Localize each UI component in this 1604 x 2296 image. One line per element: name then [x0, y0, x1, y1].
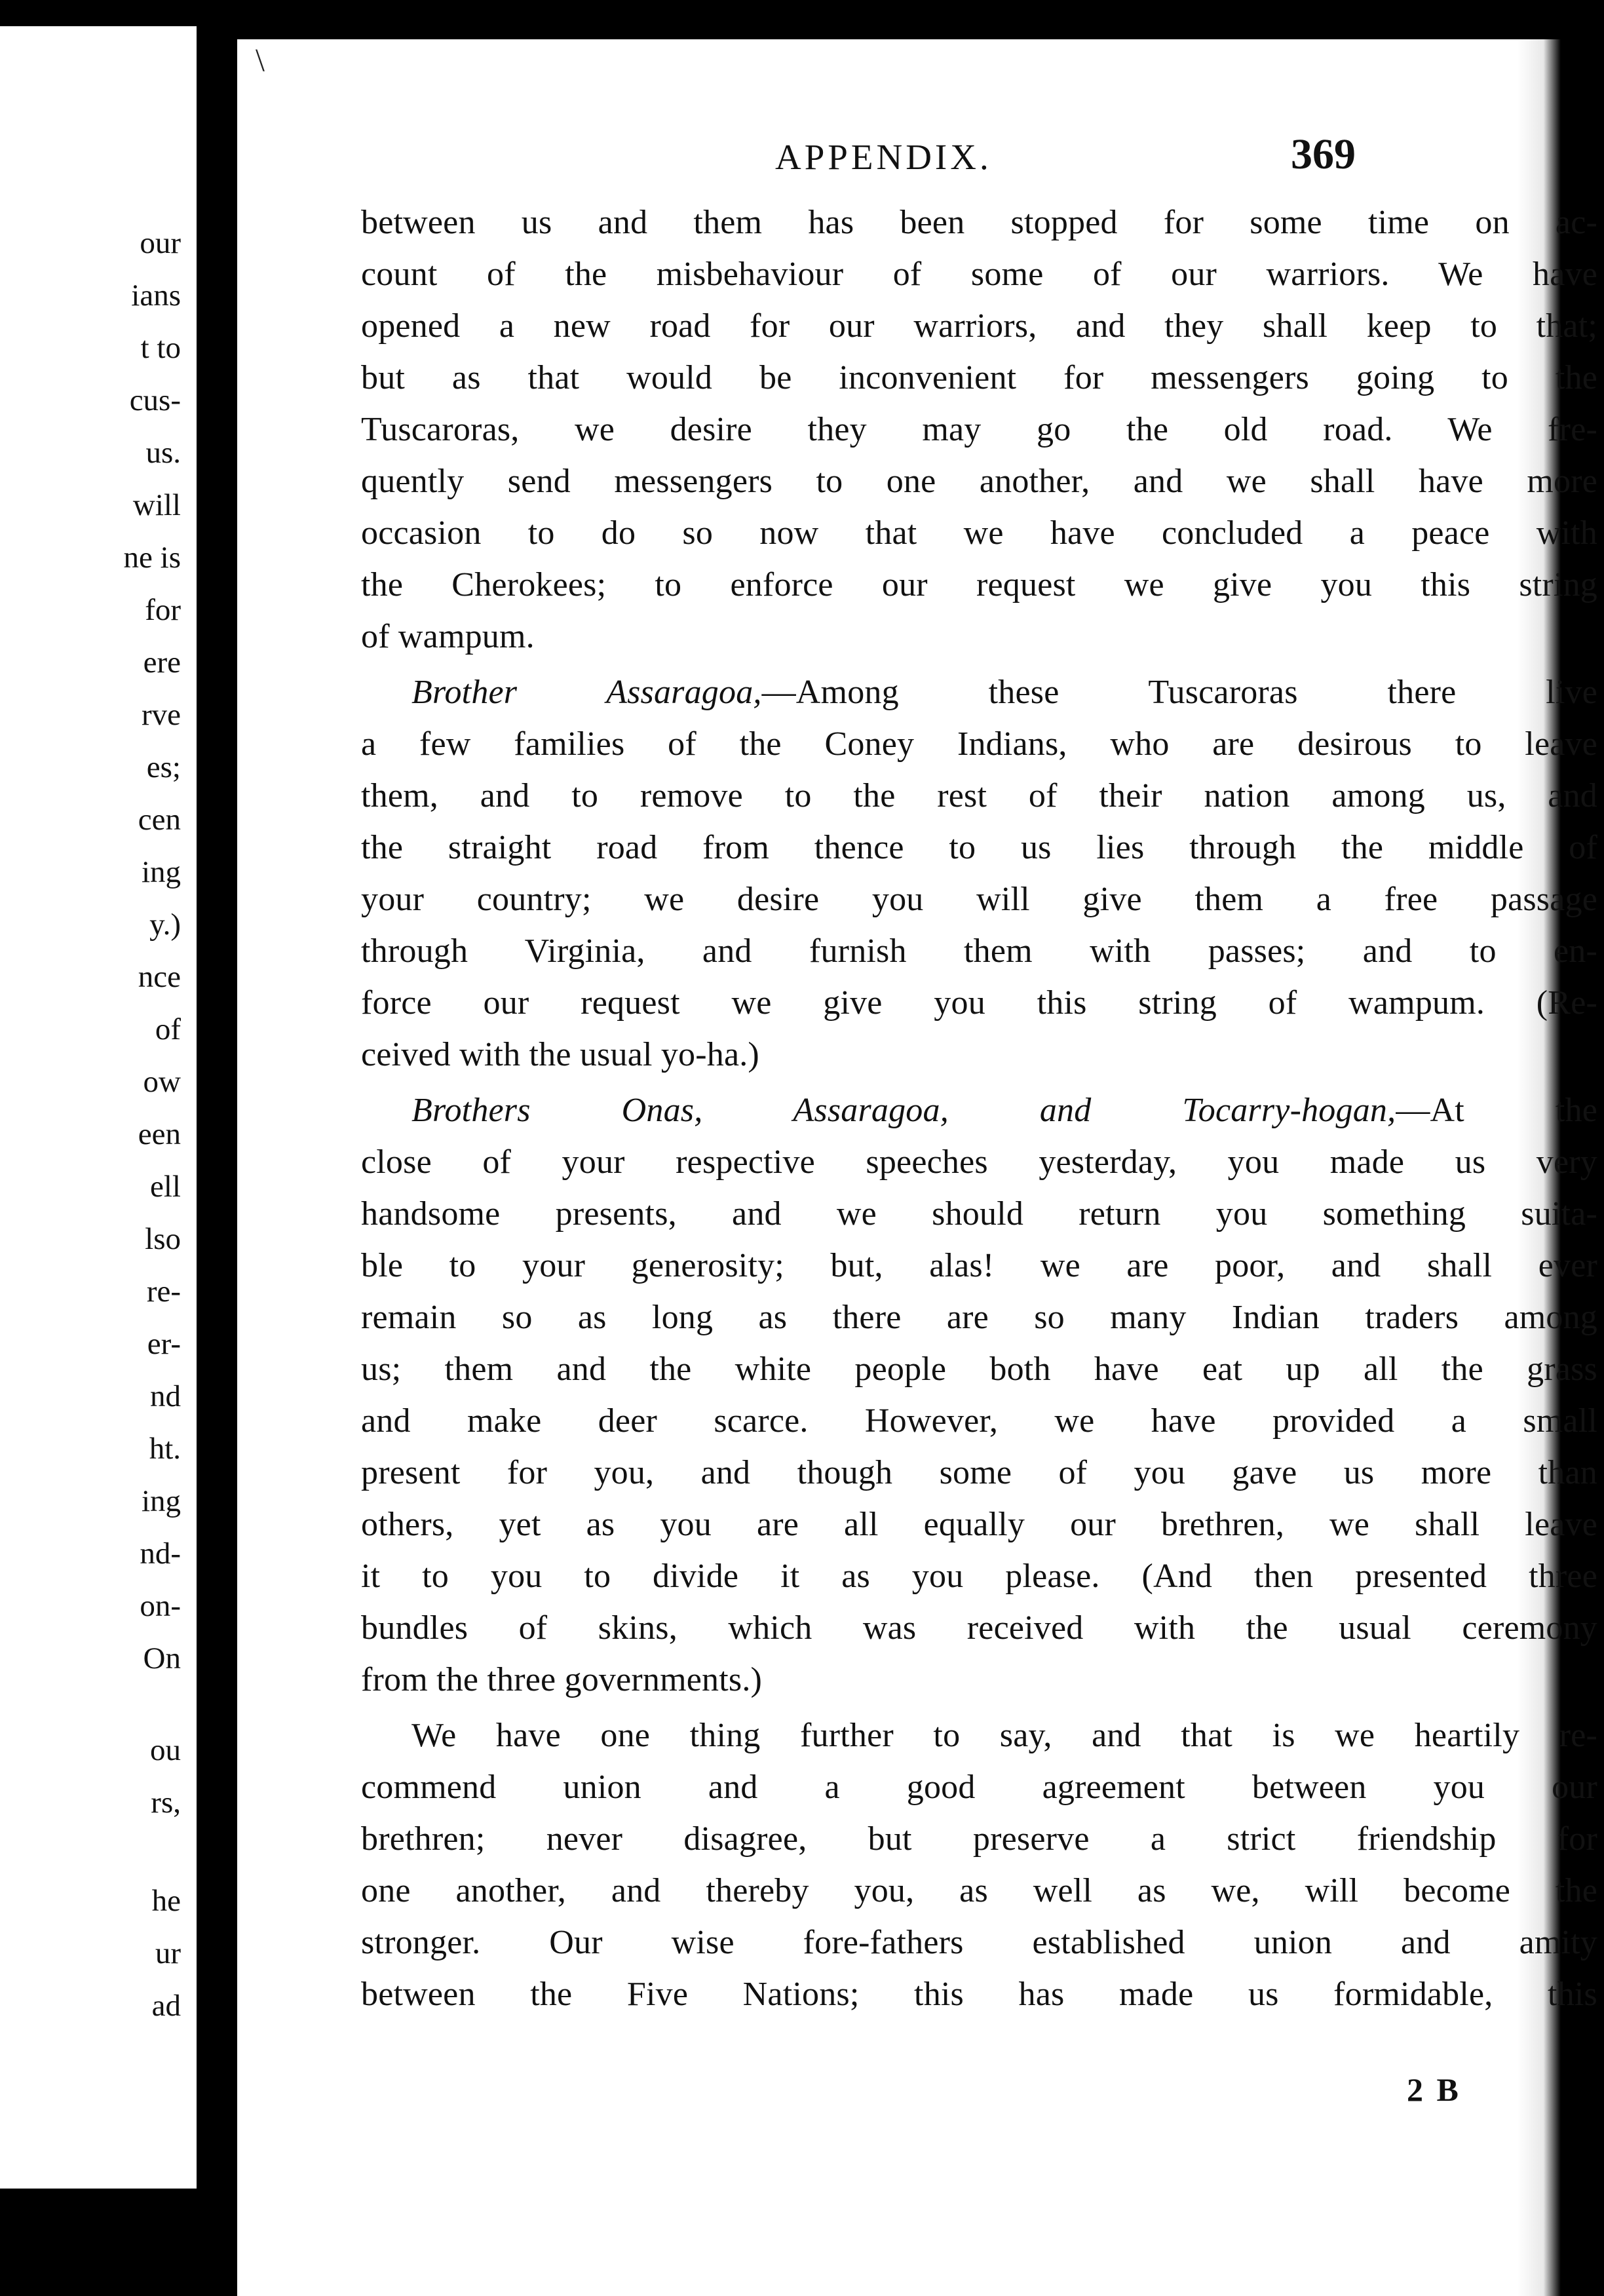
left-page-line: ell — [150, 1170, 181, 1204]
left-page-line: ians — [131, 278, 181, 313]
left-page-line: ht. — [149, 1432, 181, 1466]
left-page-line: on- — [140, 1589, 181, 1623]
book-page — [237, 39, 1598, 2296]
text-line: ble to your generosity; but, alas! we are poor, and shall ever — [361, 1247, 1597, 1284]
left-page-line: een — [138, 1117, 181, 1151]
addressee: Brother Assaragoa, — [411, 674, 762, 711]
left-page-line: y.) — [149, 908, 181, 942]
text-line: the Cherokees; to enforce our request we give you this string — [361, 566, 1597, 603]
left-page-line: ad — [151, 1989, 181, 2023]
left-page-line: cus- — [129, 383, 181, 417]
paragraph — [361, 1084, 1597, 1706]
text-line: commend union and a good agreement between you our — [361, 1769, 1597, 1806]
text-line: one another, and thereby you, as well as we, will become the — [361, 1872, 1597, 1909]
body-text — [361, 197, 1597, 2020]
paragraph — [361, 1710, 1597, 2020]
text-line: We have one thing further to say, and that is we heartily re- — [411, 1717, 1597, 1754]
left-page-line: ur — [155, 1936, 181, 1970]
text-line: but as that would be inconvenient for messengers going to the — [361, 359, 1597, 396]
text-line: through Virginia, and furnish them with passes; and to en- — [361, 932, 1597, 970]
text-line: us; them and the white people both have eat up all the grass — [361, 1350, 1597, 1388]
left-page-line: us. — [145, 436, 181, 470]
text-line: force our request we give you this string of wampum. (Re- — [361, 984, 1597, 1022]
text-line: and make deer scarce. However, we have provided a small — [361, 1402, 1597, 1440]
text-line — [361, 666, 1597, 718]
left-page-line: nce — [138, 960, 181, 994]
text-line: between the Five Nations; this has made us formidable, this — [361, 1976, 1597, 2013]
left-page-line: rs, — [151, 1786, 181, 1820]
scan-top-border — [0, 0, 1604, 26]
left-page-line: ow — [143, 1065, 181, 1099]
text-line: close of your respective speeches yesterday, you made us very — [361, 1143, 1597, 1181]
left-page-line: re- — [146, 1274, 181, 1309]
paragraph — [361, 197, 1597, 662]
text-line: count of the misbehaviour of some of our warriors. We have — [361, 256, 1597, 293]
left-page-line: nd- — [140, 1537, 181, 1571]
left-page-line: of — [155, 1012, 181, 1046]
text-span: —At the — [1396, 1092, 1597, 1129]
text-line: opened a new road for our warriors, and they shall keep to that; — [361, 307, 1597, 345]
left-page-line: ou — [150, 1733, 181, 1767]
text-line: ceived with the usual yo-ha.) — [361, 1036, 759, 1073]
left-page-line: ere — [143, 645, 181, 679]
text-line: of wampum. — [361, 618, 535, 655]
text-line: handsome presents, and we should return you something suita- — [361, 1195, 1597, 1233]
previous-page-fragment — [0, 26, 197, 2189]
left-page-line: ne is — [123, 541, 181, 575]
left-page-line: rve — [141, 698, 181, 732]
left-page-line: nd — [150, 1379, 181, 1413]
text-line: them, and to remove to the rest of their nation among us, and — [361, 777, 1597, 814]
text-line: occasion to do so now that we have concluded a peace with — [361, 514, 1597, 552]
left-page-line: he — [151, 1884, 181, 1918]
text-line — [361, 1084, 1597, 1136]
left-page-line: lso — [145, 1222, 181, 1256]
left-page-line: ing — [141, 855, 181, 889]
left-page-line: for — [145, 593, 181, 627]
left-page-line: our — [140, 226, 181, 260]
paragraph — [361, 666, 1597, 1081]
left-page-line: On — [143, 1641, 181, 1675]
left-page-line: es; — [146, 750, 181, 784]
text-line: between us and them has been stopped for some time on ac- — [361, 204, 1597, 241]
text-line: others, yet as you are all equally our brethren, we shall leave — [361, 1506, 1597, 1543]
text-line: bundles of skins, which was received with the usual ceremony — [361, 1609, 1597, 1647]
corner-mark: \ — [256, 41, 265, 78]
text-line: stronger. Our wise fore-fathers established union and amity — [361, 1924, 1597, 1961]
signature-mark: 2 B — [1407, 2071, 1461, 2108]
text-line: the straight road from thence to us lies through the middle of — [361, 829, 1597, 866]
text-line: your country; we desire you will give them a free passage — [361, 881, 1597, 918]
addressee: Brothers Onas, Assaragoa, and Tocarry-hogan, — [411, 1092, 1396, 1129]
text-line: quently send messengers to one another, and we shall have more — [361, 463, 1597, 500]
page-number: 369 — [1291, 130, 1356, 178]
text-line: a few families of the Coney Indians, who are desirous to leave — [361, 725, 1597, 763]
running-head: APPENDIX. — [775, 137, 992, 177]
text-line: present for you, and though some of you gave us more than — [361, 1454, 1597, 1491]
text-line: brethren; never disagree, but preserve a strict friendship for — [361, 1820, 1597, 1858]
text-line: it to you to divide it as you please. (And then presented three — [361, 1558, 1597, 1595]
left-page-line: t to — [140, 331, 181, 365]
text-line: Tuscaroras, we desire they may go the old road. We fre- — [361, 411, 1597, 448]
left-page-line: will — [132, 488, 181, 522]
text-span: —Among these Tuscaroras there live — [761, 674, 1598, 711]
left-page-line: er- — [147, 1327, 181, 1361]
text-line: remain so as long as there are so many Indian traders among — [361, 1299, 1597, 1336]
book-gutter — [197, 13, 236, 2296]
text-line: from the three governments.) — [361, 1661, 763, 1698]
left-page-line: cen — [138, 803, 181, 837]
left-page-line: ing — [141, 1484, 181, 1518]
